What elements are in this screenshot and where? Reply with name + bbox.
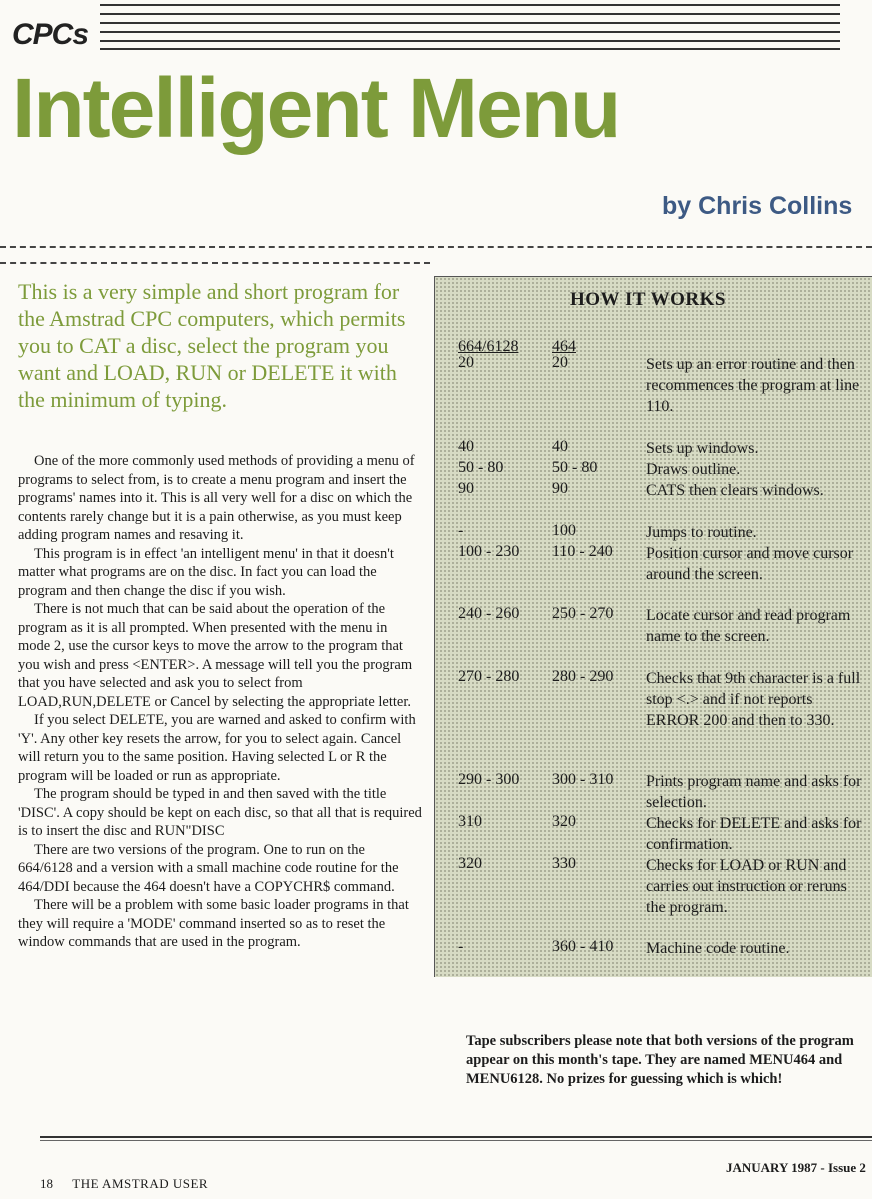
line-range-464: 360 - 410 [552, 938, 614, 955]
line-range-664: 100 - 230 [458, 543, 520, 560]
line-range-664: 290 - 300 [458, 771, 520, 788]
body-paragraph: One of the more commonly used methods of providing a menu of programs to select from, is to create a menu program and insert the programs' names into it. This is all very well for a disc on which the contents rarely change but it is a pain otherwise, as you must keep adding program names and resaving it. [18, 453, 415, 543]
line-range-464: 50 - 80 [552, 459, 598, 476]
body-paragraph: There is not much that can be said about the operation of the program as it is all prompted. When presented with the menu in mode 2, use the cursor keys to move the arrow to the program that you wish and press <ENTER>. A message will tell you the program that you have selected and ask you to select from LOAD,RUN,DELETE or Cancel by selecting the appropriate letter. [18, 601, 413, 710]
row-description: Sets up windows. [646, 440, 759, 457]
line-range-464: 330 [552, 855, 576, 872]
header-rules [100, 4, 840, 50]
tape-subscribers-note: Tape subscribers please note that both versions of the program appear on this month's tape. They are named MENU464 and MENU6128. No prizes for guessing which is which! [466, 1033, 854, 1087]
row-description: Prints program name and asks for selection. [646, 773, 862, 811]
line-range-664: 40 [458, 438, 474, 455]
issue-label: JANUARY 1987 - Issue 2 [726, 1160, 866, 1175]
row-description: CATS then clears windows. [646, 482, 824, 499]
article-title: Intelligent Menu [12, 61, 620, 155]
body-paragraph: There will be a problem with some basic loader programs in that they will require a 'MODE' command inserted so as to reset the window commands that are used in the program. [18, 897, 409, 950]
line-range-664: 50 - 80 [458, 459, 504, 476]
article-byline: by Chris Collins [662, 192, 853, 220]
row-description: Locate cursor and read program name to the screen. [646, 607, 851, 645]
divider-rule [0, 262, 430, 264]
body-paragraph: There are two versions of the program. One to run on the 664/6128 and a version with a small machine code routine for the 464/DDI because the 464 doesn't have a COPYCHR$ command. [18, 841, 399, 895]
line-range-464: 100 [552, 522, 576, 539]
line-range-664: 320 [458, 855, 482, 872]
line-range-664: 240 - 260 [458, 605, 520, 622]
body-paragraph: This program is in effect 'an intelligent menu' in that it doesn't matter what programs are on the disc. In fact you can load the program and then change the disc if you wish. [18, 545, 394, 599]
line-range-464: 300 - 310 [552, 771, 614, 788]
row-description: Checks for DELETE and asks for confirmation. [646, 815, 862, 853]
row-description: Sets up an error routine and then recommences the program at line 110. [646, 356, 860, 415]
line-range-464: 40 [552, 438, 568, 455]
row-description: Draws outline. [646, 461, 741, 478]
line-range-464: 280 - 290 [552, 668, 614, 685]
row-description: Checks that 9th character is a full stop <.> and if not reports ERROR 200 and then to 330. [646, 670, 861, 729]
line-range-464: 20 [552, 354, 568, 371]
line-range-464: 110 - 240 [552, 543, 613, 560]
line-range-464: 320 [552, 813, 576, 830]
line-range-664: - [458, 938, 464, 955]
row-description: Machine code routine. [646, 940, 790, 957]
article-body [18, 452, 422, 952]
divider-rule [0, 246, 872, 248]
how-it-works-title: HOW IT WORKS [570, 289, 726, 310]
page-number: 18 [40, 1176, 53, 1191]
column-header-464: 464 [552, 338, 576, 355]
line-range-464: 90 [552, 480, 568, 497]
footer-rule [40, 1136, 872, 1138]
magazine-name: THE AMSTRAD USER [72, 1176, 209, 1191]
line-range-664: - [458, 522, 464, 539]
row-description: Position cursor and move cursor around the screen. [646, 545, 854, 583]
body-paragraph: If you select DELETE, you are warned and asked to confirm with 'Y'. Any other key resets the arrow, for you to select again. Cancel will return you to the same position. Having selected L or R the program will be loaded or run as appropriate. [18, 712, 416, 784]
body-paragraph: The program should be typed in and then saved with the title 'DISC'. A copy should be kept on each disc, so that all that is required is to insert the disc and RUN"DISC [18, 786, 422, 839]
row-description: Jumps to routine. [646, 524, 757, 541]
row-description: Checks for LOAD or RUN and carries out instruction or reruns the program. [646, 857, 847, 916]
line-range-664: 310 [458, 813, 482, 830]
section-tag: CPCs [12, 18, 89, 51]
line-range-664: 90 [458, 480, 474, 497]
column-header-664-6128: 664/6128 [458, 338, 519, 355]
line-range-664: 20 [458, 354, 474, 371]
footer-left [40, 1176, 208, 1192]
line-range-464: 250 - 270 [552, 605, 614, 622]
footer-rule [40, 1140, 872, 1141]
article-intro: This is a very simple and short program for the Amstrad CPC computers, which permits you to CAT a disc, select the program you want and LOAD, RUN or DELETE it with the minimum of typing. [18, 279, 406, 412]
line-range-664: 270 - 280 [458, 668, 520, 685]
